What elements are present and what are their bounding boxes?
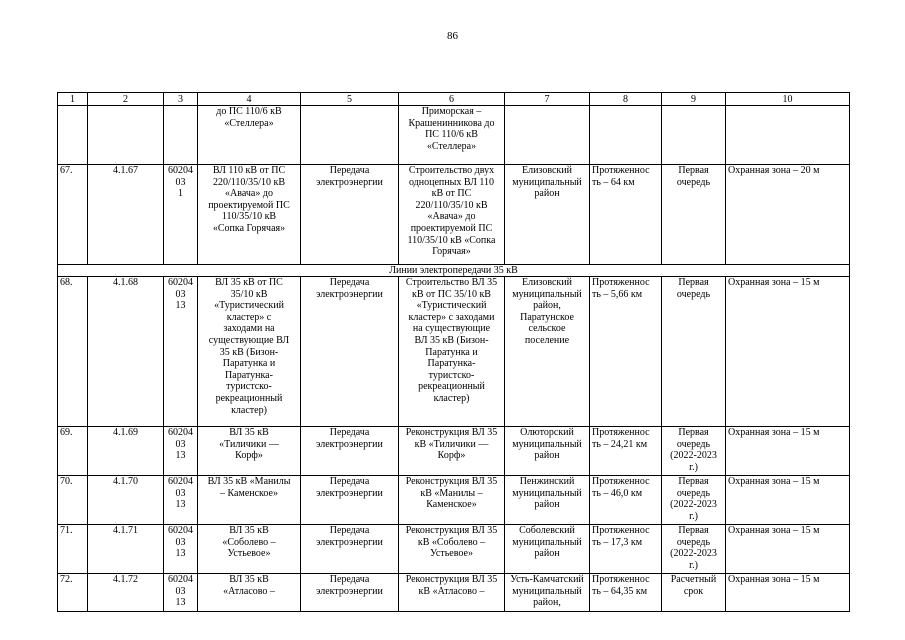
object-characteristics	[590, 106, 662, 165]
object-purpose	[301, 106, 399, 165]
implementation-stage: Расчетный срок	[662, 574, 726, 612]
object-name: ВЛ 110 кВ от ПС 220/110/35/10 кВ «Авача» до проектируемой ПС 110/35/10 кВ «Сопка Горячая»	[198, 165, 301, 265]
row-index: 72.	[58, 574, 88, 612]
object-name: ВЛ 35 кВ от ПС 35/10 кВ «Туристический кластер» с заходами на существующие ВЛ 35 кВ (Бизон- Паратунка и Паратунка- туристско- рекреационный кластер)	[198, 277, 301, 427]
protection-zone: Охранная зона – 20 м	[726, 165, 850, 265]
object-location: Елизовский муниципальный район	[505, 165, 590, 265]
implementation-stage: Первая очередь (2022-2023 г.)	[662, 427, 726, 476]
object-description: Реконструкция ВЛ 35 кВ «Тиличики — Корф»	[399, 427, 505, 476]
implementation-stage: Первая очередь (2022-2023 г.)	[662, 476, 726, 525]
object-characteristics: Протяженнос ть – 24,21 км	[590, 427, 662, 476]
column-number: 10	[726, 93, 850, 106]
object-code: 4.1.67	[88, 165, 164, 265]
object-characteristics: Протяженнос ть – 17,3 км	[590, 525, 662, 574]
classifier-code: 6020403 1	[164, 165, 198, 265]
object-code	[88, 106, 164, 165]
protection-zone	[726, 106, 850, 165]
section-title: Линии электропередачи 35 кВ	[58, 265, 850, 277]
object-code: 4.1.69	[88, 427, 164, 476]
row-index: 70.	[58, 476, 88, 525]
object-name: ВЛ 35 кВ «Атласово –	[198, 574, 301, 612]
object-purpose: Передача электроэнергии	[301, 165, 399, 265]
object-location: Елизовский муниципальный район, Паратунское сельское поселение	[505, 277, 590, 427]
protection-zone: Охранная зона – 15 м	[726, 476, 850, 525]
object-purpose: Передача электроэнергии	[301, 476, 399, 525]
object-characteristics: Протяженнос ть – 5,66 км	[590, 277, 662, 427]
column-number: 3	[164, 93, 198, 106]
classifier-code: 6020403 13	[164, 476, 198, 525]
table-row	[58, 277, 850, 427]
protection-zone: Охранная зона – 15 м	[726, 525, 850, 574]
table-row	[58, 476, 850, 525]
column-number-row	[58, 93, 850, 106]
object-purpose: Передача электроэнергии	[301, 277, 399, 427]
classifier-code: 6020403 13	[164, 277, 198, 427]
object-code: 4.1.68	[88, 277, 164, 427]
implementation-stage: Первая очередь (2022-2023 г.)	[662, 525, 726, 574]
column-number: 4	[198, 93, 301, 106]
object-code: 4.1.70	[88, 476, 164, 525]
table-row	[58, 525, 850, 574]
object-characteristics: Протяженнос ть – 64 км	[590, 165, 662, 265]
protection-zone: Охранная зона – 15 м	[726, 574, 850, 612]
object-name: ВЛ 35 кВ «Соболево – Устьевое»	[198, 525, 301, 574]
implementation-stage: Первая очередь	[662, 165, 726, 265]
object-purpose: Передача электроэнергии	[301, 574, 399, 612]
column-number: 5	[301, 93, 399, 106]
protection-zone: Охранная зона – 15 м	[726, 427, 850, 476]
object-purpose: Передача электроэнергии	[301, 525, 399, 574]
object-location: Усть-Камчатский муниципальный район,	[505, 574, 590, 612]
object-description: Реконструкция ВЛ 35 кВ «Атласово –	[399, 574, 505, 612]
object-name: ВЛ 35 кВ «Манилы – Каменское»	[198, 476, 301, 525]
table-row	[58, 574, 850, 612]
object-purpose: Передача электроэнергии	[301, 427, 399, 476]
document-table	[57, 92, 850, 612]
classifier-code: 6020403 13	[164, 525, 198, 574]
object-name: до ПС 110/6 кВ «Стеллера»	[198, 106, 301, 165]
page-number: 86	[447, 30, 458, 42]
object-name: ВЛ 35 кВ «Тиличики — Корф»	[198, 427, 301, 476]
row-index: 68.	[58, 277, 88, 427]
column-number: 7	[505, 93, 590, 106]
row-index: 69.	[58, 427, 88, 476]
implementation-stage: Первая очередь	[662, 277, 726, 427]
column-number: 9	[662, 93, 726, 106]
object-location	[505, 106, 590, 165]
implementation-stage	[662, 106, 726, 165]
object-description: Приморская – Крашенинникова до ПС 110/6 кВ «Стеллера»	[399, 106, 505, 165]
object-description: Реконструкция ВЛ 35 кВ «Манилы – Каменское»	[399, 476, 505, 525]
table-row	[58, 106, 850, 165]
classifier-code: 6020403 13	[164, 574, 198, 612]
table-row	[58, 427, 850, 476]
column-number: 1	[58, 93, 88, 106]
object-characteristics: Протяженнос ть – 64,35 км	[590, 574, 662, 612]
protection-zone: Охранная зона – 15 м	[726, 277, 850, 427]
classifier-code	[164, 106, 198, 165]
column-number: 8	[590, 93, 662, 106]
object-location: Пенжинский муниципальный район	[505, 476, 590, 525]
object-code: 4.1.71	[88, 525, 164, 574]
object-description: Строительство двух одноцепных ВЛ 110 кВ от ПС 220/110/35/10 кВ «Авача» до проектируемой ПС 110/35/10 кВ «Сопка Горячая»	[399, 165, 505, 265]
classifier-code: 6020403 13	[164, 427, 198, 476]
column-number: 2	[88, 93, 164, 106]
object-location: Соболевский муниципальный район	[505, 525, 590, 574]
row-index	[58, 106, 88, 165]
row-index: 67.	[58, 165, 88, 265]
table-body	[58, 93, 850, 612]
object-location: Олюторский муниципальный район	[505, 427, 590, 476]
object-characteristics: Протяженнос ть – 46,0 км	[590, 476, 662, 525]
row-index: 71.	[58, 525, 88, 574]
object-description: Реконструкция ВЛ 35 кВ «Соболево – Устьевое»	[399, 525, 505, 574]
table-row	[58, 165, 850, 265]
section-row	[58, 265, 850, 277]
column-number: 6	[399, 93, 505, 106]
object-description: Строительство ВЛ 35 кВ от ПС 35/10 кВ «Туристический кластер» с заходами на существующие ВЛ 35 кВ (Бизон- Паратунка и Паратунка- туристско- рекреационный кластер)	[399, 277, 505, 427]
object-code: 4.1.72	[88, 574, 164, 612]
